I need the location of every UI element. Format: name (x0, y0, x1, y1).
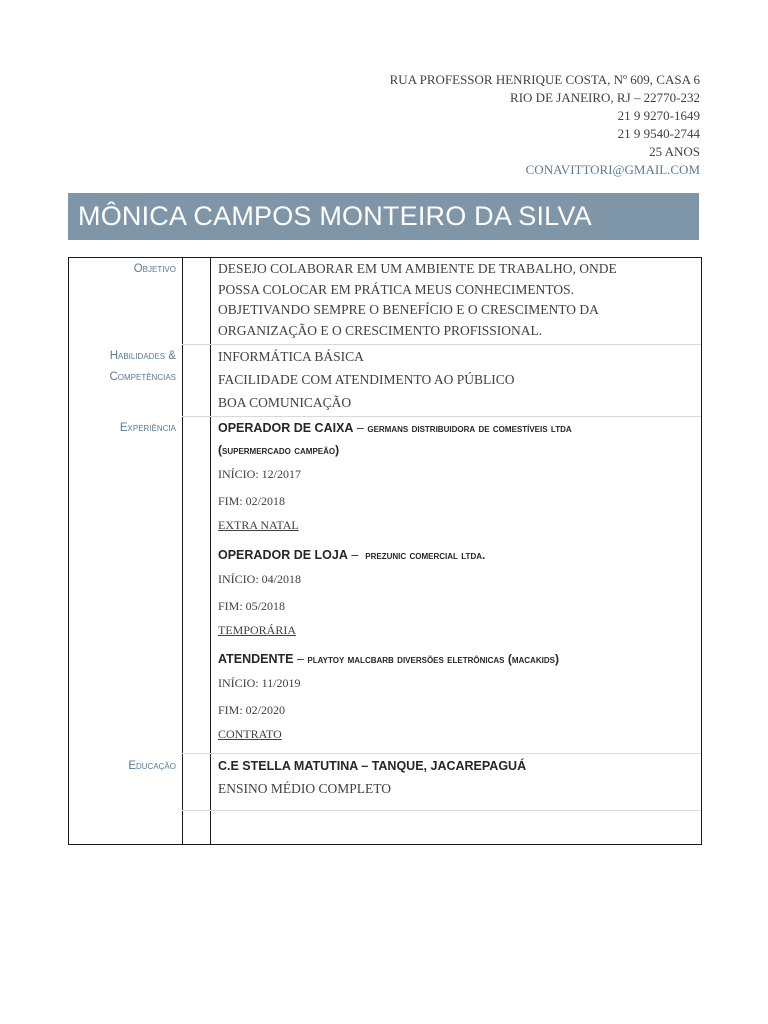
job-company-line (218, 439, 688, 461)
skill-item: INFORMÁTICA BÁSICA (218, 349, 364, 364)
education-entry (218, 755, 688, 801)
row-divider (182, 810, 701, 811)
objective-line: ORGANIZAÇÃO E O CRESCIMENTO PROFISSIONAL. (218, 322, 543, 338)
column-divider (210, 258, 211, 844)
job-title: OPERADOR DE LOJA (218, 548, 348, 562)
job-title: ATENDENTE (218, 652, 294, 666)
skill-item: BOA COMUNICAÇÃO (218, 395, 352, 410)
resume-table (68, 257, 702, 845)
objective-text (218, 259, 688, 341)
job-entry (218, 648, 688, 744)
job-title-line (218, 417, 688, 439)
job-company: playtoy malcbarb diversões eletrônicas (macakids) (307, 652, 559, 666)
contact-block (390, 71, 700, 179)
skills-label-line: Competências (109, 371, 176, 383)
city-line: RIO DE JANEIRO, RJ – 22770-232 (510, 90, 700, 105)
job-company-detail: (supermercado campeão) (218, 443, 340, 457)
age-line: 25 ANOS (649, 144, 700, 159)
skill-item: FACILIDADE COM ATENDIMENTO AO PÚBLICO (218, 372, 515, 387)
school-name: C.E STELLA MATUTINA – TANQUE, JACAREPAGUÁ (218, 759, 527, 773)
job-type: CONTRATO (218, 727, 282, 741)
skills-list (218, 345, 688, 414)
job-separator: – (293, 652, 308, 666)
job-end: FIM: 05/2018 (218, 599, 286, 613)
job-start: INÍCIO: 11/2019 (218, 676, 301, 690)
job-start: INÍCIO: 12/2017 (218, 467, 301, 481)
email-link[interactable]: CONAVITTORI@GMAIL.COM (525, 162, 700, 177)
skills-label-line: Habilidades & (109, 350, 176, 362)
section-label-skills (109, 346, 176, 388)
row-divider (182, 753, 701, 754)
job-end: FIM: 02/2020 (218, 703, 286, 717)
job-separator: – (353, 421, 368, 435)
education-level: ENSINO MÉDIO COMPLETO (218, 781, 392, 796)
job-title-line (218, 544, 688, 566)
job-company: germans distribuidora de comestíveis ltda (367, 421, 572, 435)
section-label-education: Educação (128, 760, 176, 772)
candidate-name: MÔNICA CAMPOS MONTEIRO DA SILVA (78, 201, 592, 231)
column-divider (182, 258, 183, 844)
job-title-line (218, 648, 688, 670)
objective-line: OBJETIVANDO SEMPRE O BENEFÍCIO E O CRESCIMENTO DA (218, 302, 599, 317)
job-start: INÍCIO: 04/2018 (218, 572, 301, 586)
job-type: TEMPORÁRIA (218, 623, 297, 637)
job-title: OPERADOR DE CAIXA (218, 421, 354, 435)
phone-2: 21 9 9540-2744 (617, 126, 700, 141)
job-entry (218, 417, 688, 535)
job-company: prezunic comercial ltda. (365, 548, 486, 562)
section-label-experience: Experiência (119, 422, 176, 434)
job-separator: – (347, 548, 366, 562)
job-entry (218, 544, 688, 640)
name-banner (68, 193, 699, 240)
address-line: RUA PROFESSOR HENRIQUE COSTA, Nº 609, CASA 6 (389, 72, 700, 87)
section-label-objective: Objetivo (133, 263, 176, 275)
job-end: FIM: 02/2018 (218, 494, 286, 508)
phone-1: 21 9 9270-1649 (617, 108, 700, 123)
objective-line: DESEJO COLABORAR EM UM AMBIENTE DE TRABALHO, ONDE (218, 261, 617, 276)
job-type: EXTRA NATAL (218, 518, 299, 532)
objective-line: POSSA COLOCAR EM PRÁTICA MEUS CONHECIMENTOS. (218, 281, 575, 297)
